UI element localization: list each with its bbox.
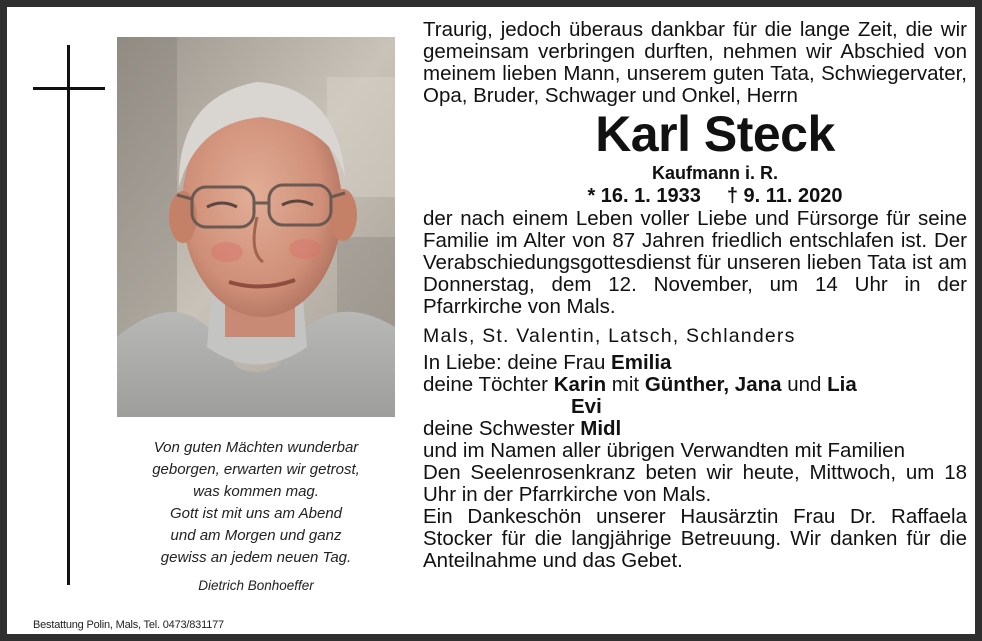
cross-icon-bar [33,87,105,90]
family-wife [423,352,967,374]
places: Mals, St. Valentin, Latsch, Schlanders [423,325,796,347]
death-date: † 9. 11. 2020 [726,185,843,207]
family-name: Karin [553,373,607,396]
family-name: Günther, Jana [644,373,782,396]
family-label: mit [606,373,645,396]
family-sister [423,418,967,440]
quote [117,437,395,597]
deceased-title: Kaufmann i. R. [651,163,778,183]
quote-line: Von guten Mächten wunderbar [153,439,359,456]
intro-text: Traurig, jedoch überaus dankbar für die lange Zeit, die wir gemeinsam verbringen durften, nehmen wir Abschied von meinem lieben Mann, unserem guten Tata, Schwiegervater, Opa, Bruder, Schwager und Onkel, Herrn [423,18,967,107]
family-list [423,352,967,462]
quote-line: Gott ist mit uns am Abend [169,505,343,522]
obituary-card [7,7,975,634]
thanks-text: Ein Dankeschön unserer Hausärztin Frau Dr. Raffaela Stocker für die langjährige Betreuung. Wir danken für die Anteilnahme und das Gebet. [423,505,967,572]
birth-date: * 16. 1. 1933 [587,185,701,207]
family-others: und im Namen aller übrigen Verwandten mit Familien [423,439,905,462]
family-name: Midl [580,417,622,440]
family-daughters [423,374,967,396]
rosary-text: Den Seelenrosenkranz beten wir heute, Mittwoch, um 18 Uhr in der Pfarrkirche von Mals. [423,461,967,506]
family-name: Emilia [611,351,672,374]
life-dates [423,184,967,208]
funeral-home-footer: Bestattung Polin, Mals, Tel. 0473/831177 [33,619,224,631]
family-evi: Evi [571,395,602,418]
family-label: deine Schwester [423,417,581,440]
family-label: In Liebe: deine Frau [423,351,612,374]
quote-line: was kommen mag. [193,483,319,500]
family-label: deine Töchter [423,373,554,396]
cross-icon [67,45,70,585]
obituary-text [423,19,967,572]
family-name: Lia [827,373,857,396]
family-label: und [781,373,828,396]
quote-author: Dietrich Bonhoeffer [198,578,314,593]
deceased-name: Karl Steck [595,106,835,162]
quote-line: und am Morgen und ganz [170,527,342,544]
portrait-photo [117,37,395,417]
body-text: der nach einem Leben voller Liebe und Fürsorge für seine Familie im Alter von 87 Jahren friedlich entschlafen ist. Der Verabschiedungsgottesdienst für unseren lieben Tata ist am Donnerstag, dem 12. November, um 14 Uhr in der Pfarrkirche von Mals. [423,207,967,318]
quote-line: gewiss an jedem neuen Tag. [160,549,352,566]
quote-line: geborgen, erwarten wir getrost, [152,461,360,478]
